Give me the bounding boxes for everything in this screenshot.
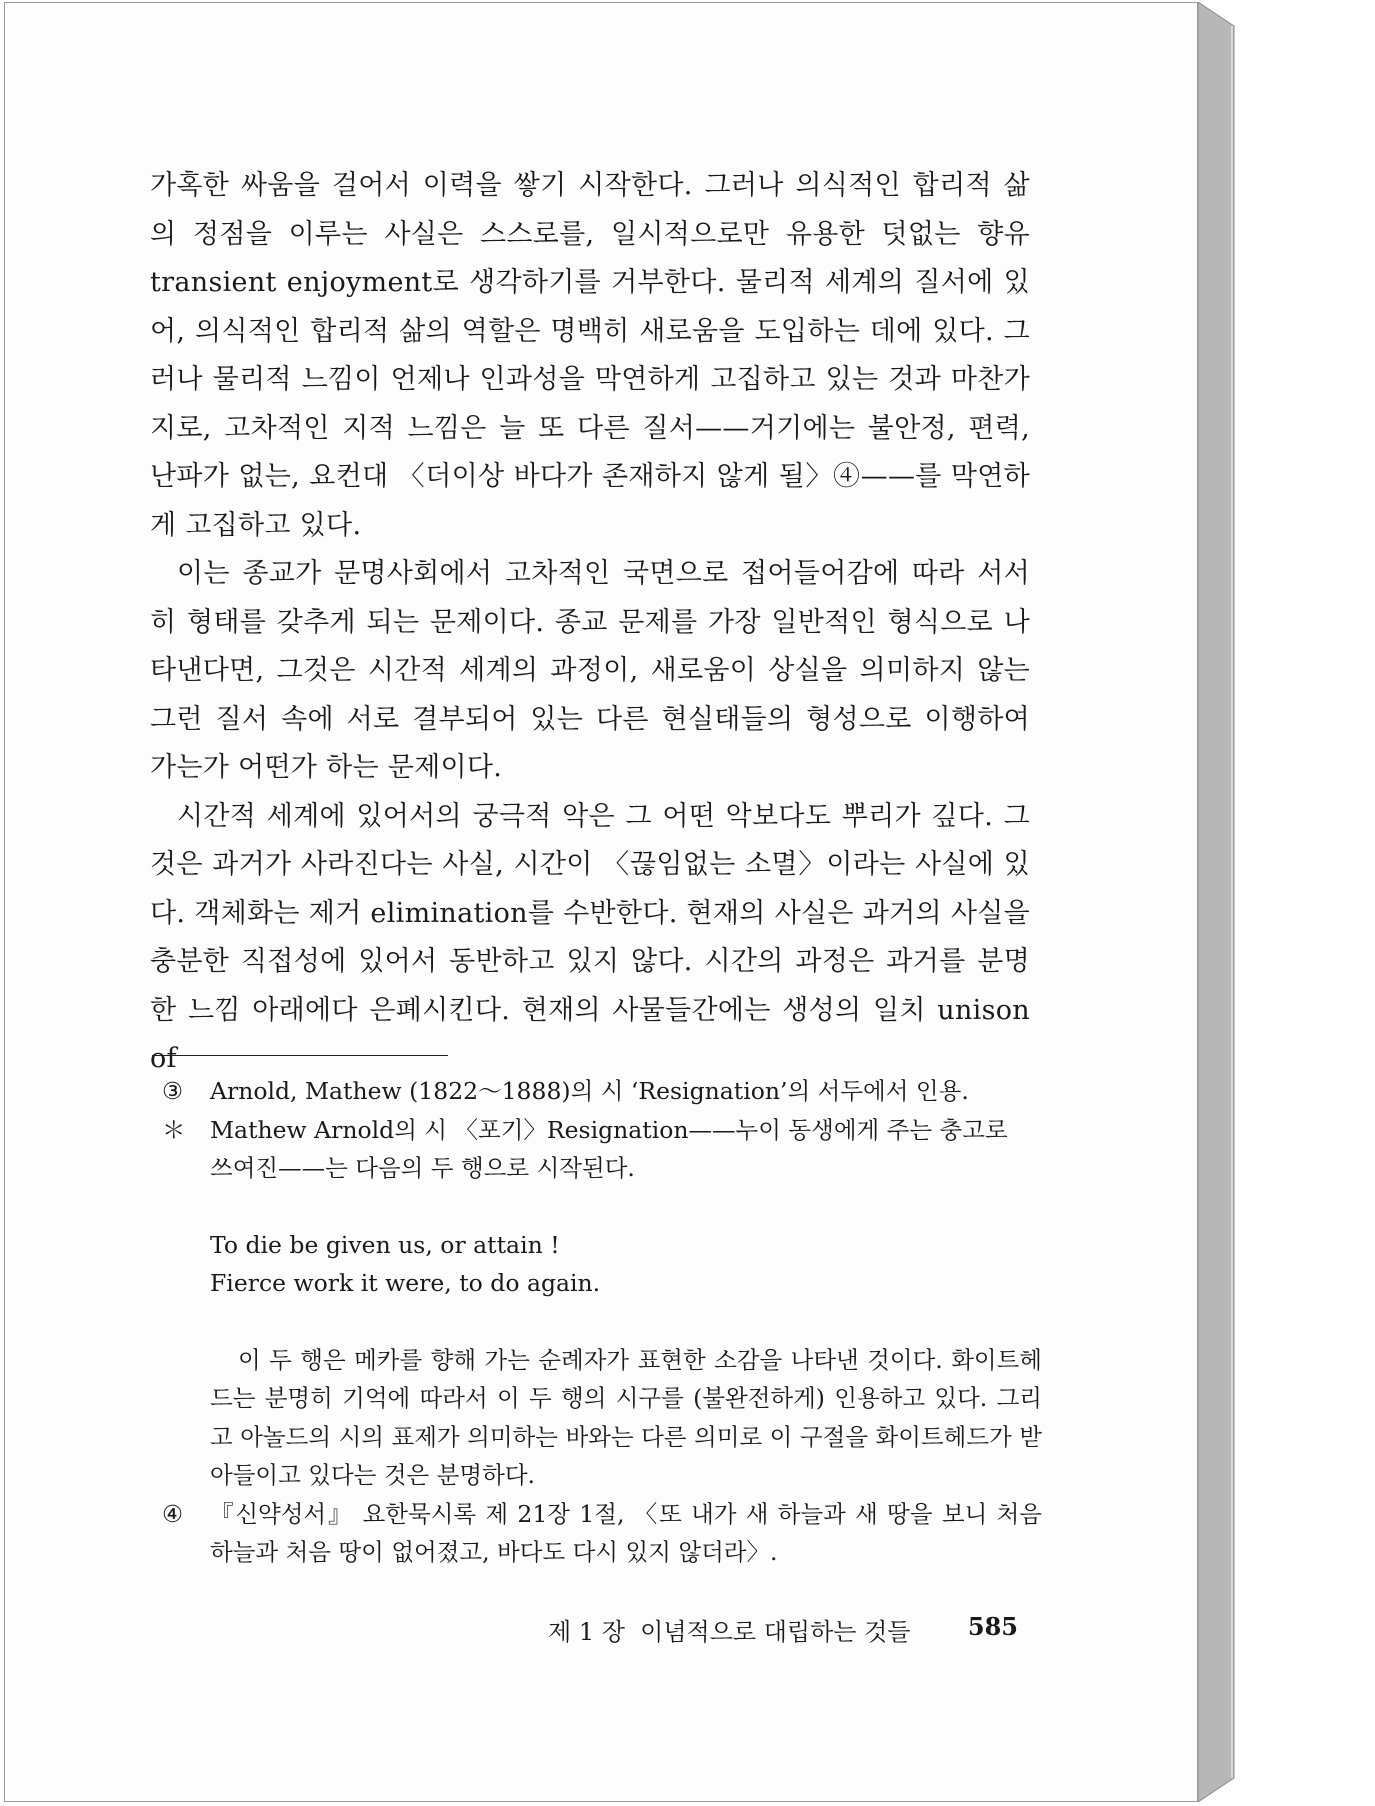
chapter-title: 제 1 장 이념적으로 대립하는 것들 [548, 1618, 911, 1646]
running-footer [548, 1612, 1018, 1647]
page-edge-shadow [1198, 2, 1238, 1802]
footnote-continuation: 쓰여진——는 다음의 두 행으로 시작된다. [210, 1154, 635, 1182]
main-text [150, 162, 1030, 1084]
page-number: 585 [967, 1612, 1018, 1641]
paragraph: 시간적 세계에 있어서의 궁극적 악은 그 어떤 악보다도 뿌리가 깊다. 그것은 과거가 사라진다는 사실, 시간이 〈끊임없는 소멸〉이라는 사실에 있다. 객체화는 제거 elimination를 수반한다. 현재의 사실은 과거의 사실을 충분한 직접성에 있어서 동반하고 있지 않다. 시간의 과정은 과거를 분명한 느낌 아래에다 은폐시킨다. 현재의 사물들간에는 생성의 일치 unison of [150, 800, 1030, 1074]
paragraph: 이는 종교가 문명사회에서 고차적인 국면으로 접어들어감에 따라 서서히 형태를 갖추게 되는 문제이다. 종교 문제를 가장 일반적인 형식으로 나타낸다면, 그것은 시간적 세계의 과정이, 새로움이 상실을 의미하지 않는 그런 질서 속에 서로 결부되어 있는 다른 현실태들의 형성으로 이행하여 가는가 어떤가 하는 문제이다. [150, 558, 1030, 783]
footnote-3 [162, 1072, 1042, 1111]
footnotes [162, 1072, 1042, 1572]
poem-line: To die be given us, or attain ! [210, 1230, 560, 1259]
footnote-text: 『신약성서』 요한묵시록 제 21장 1절, 〈또 내가 새 하늘과 새 땅을 보니 처음 하늘과 처음 땅이 없어졌고, 바다도 다시 있지 않더라〉. [210, 1499, 1042, 1566]
footnote-marker: ④ [162, 1499, 184, 1528]
footnote-4 [162, 1495, 1042, 1572]
paragraph: 가혹한 싸움을 걸어서 이력을 쌓기 시작한다. 그러나 의식적인 합리적 삶의 정점을 이루는 사실은 스스로를, 일시적으로만 유용한 덧없는 향유 transient enjoyment로 생각하기를 거부한다. 물리적 세계의 질서에 있어, 의식적인 합리적 삶의 역할은 명백히 새로움을 도입하는 데에 있다. 그러나 물리적 느낌이 언제나 인과성을 막연하게 고집하고 있는 것과 마찬가지로, 고차적인 지적 느낌은 늘 또 다른 질서——거기에는 불안정, 편력, 난파가 없는, 요컨대 〈더이상 바다가 존재하지 않게 될〉④——를 막연하게 고집하고 있다. [150, 170, 1030, 541]
footnote-text: Mathew Arnold의 시 〈포기〉Resignation——누이 동생에게 주는 충고로 [210, 1115, 1008, 1144]
footnote-star [162, 1111, 1042, 1150]
footnote-text: Arnold, Mathew (1822～1888)의 시 ‘Resignation’의 서두에서 인용. [210, 1077, 969, 1105]
poem-line: Fierce work it were, to do again. [210, 1269, 601, 1297]
footnote-marker: ＊ [162, 1115, 186, 1144]
footnote-divider [152, 1055, 448, 1056]
footnote-marker: ③ [162, 1077, 184, 1105]
footnote-commentary: 이 두 행은 메카를 향해 가는 순례자가 표현한 소감을 나타낸 것이다. 화이트헤드는 분명히 기억에 따라서 이 두 행의 시구를 (불완전하게) 인용하고 있다. 그리고 아놀드의 시의 표제가 의미하는 바와는 다른 의미로 이 구절을 화이트헤드가 받아들이고 있다는 것은 분명하다. [210, 1345, 1042, 1489]
